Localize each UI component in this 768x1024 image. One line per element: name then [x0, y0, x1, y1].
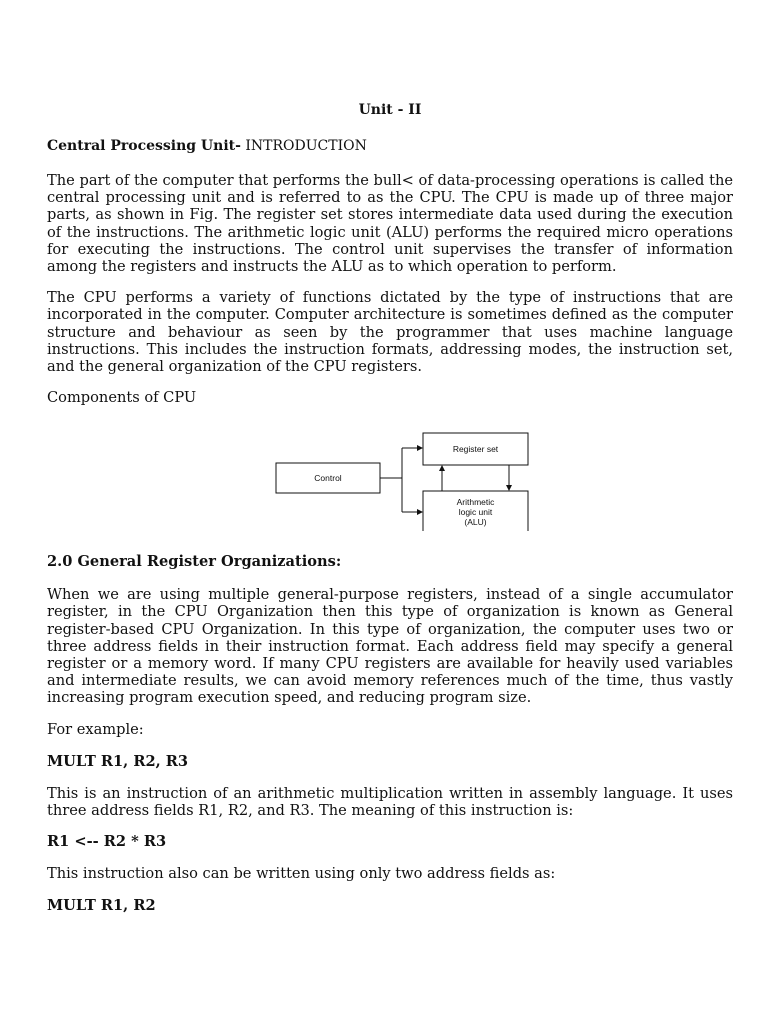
paragraph-cpu-intro: The part of the computer that performs the bull< of data-processing operations is called the central processing unit and is referred to as the CPU. The CPU is made up of three major parts, as shown in Fig. The register set stores intermediate data used during the execution of the instructions. The arithmetic logic unit (ALU) performs the required micro operations for executing the instructions. The control unit supervises the transfer of information among the registers and instructs the ALU as to which operation to perform.: [47, 172, 733, 276]
document-page: [47, 100, 733, 929]
alu-label-line-1: Arithmetic: [456, 497, 495, 508]
register-set-label: Register set: [452, 444, 499, 455]
control-label: Control: [314, 473, 342, 484]
alu-label: [423, 497, 528, 527]
cpu-components-diagram: [47, 421, 733, 531]
page-title: Unit - II: [358, 102, 422, 118]
code-mult-three-address: MULT R1, R2, R3: [47, 752, 189, 770]
alu-label-line-2: logic unit: [458, 507, 493, 518]
paragraph-general-register: When we are using multiple general-purpose registers, instead of a single accumulator register, in the CPU Organization then this type of organization is known as General register-based CPU Organization. In this type of organization, the computer uses two or three address fields in their instruction format. Each address field may specify a general register or a memory word. If many CPU registers are available for heavily used variables and intermediate results, we can avoid memory references much of the time, thus vastly increasing program execution speed, and reducing program size.: [47, 586, 733, 707]
paragraph-cpu-functions: The CPU performs a variety of functions dictated by the type of instructions that are incorporated in the computer. Computer architecture is sometimes defined as the computer structure and behaviour as seen by the programmer that uses machine language instructions. This includes the instruction formats, addressing modes, the instruction set, and the general organization of the CPU registers.: [47, 289, 733, 376]
paragraph-two-address: This instruction also can be written using only two address fields as:: [47, 865, 556, 883]
code-r1-assignment: R1 <-- R2 * R3: [47, 833, 167, 851]
for-example-label: For example:: [47, 720, 144, 738]
components-label: Components of CPU: [47, 389, 197, 407]
section-heading-general-register: 2.0 General Register Organizations:: [47, 553, 342, 571]
code-mult-two-address: MULT R1, R2: [47, 897, 156, 915]
diagram-svg: [47, 421, 733, 531]
paragraph-instruction-meaning: This is an instruction of an arithmetic multiplication written in assembly language. It uses three address fields R1, R2, and R3. The meaning of this instruction is:: [47, 784, 733, 819]
intro-heading-plain: INTRODUCTION: [240, 138, 367, 154]
alu-label-line-3: (ALU): [464, 517, 487, 528]
intro-heading: [47, 136, 733, 156]
intro-heading-bold: Central Processing Unit-: [47, 138, 241, 154]
